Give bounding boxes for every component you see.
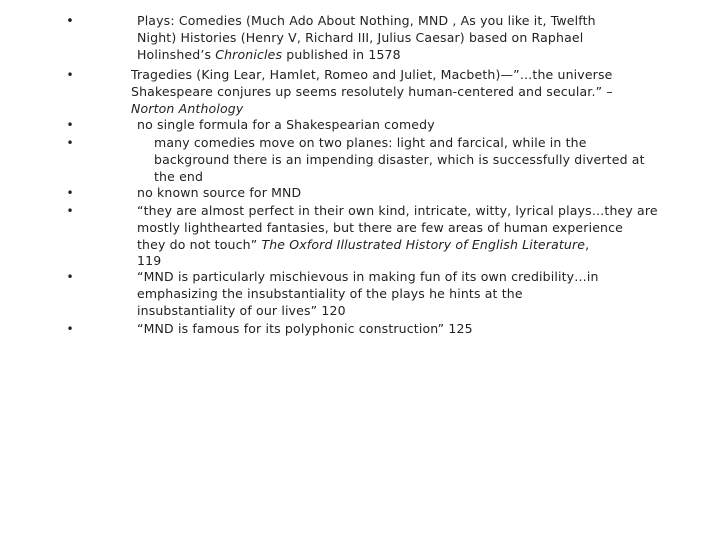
text-line: no known source for MND <box>137 185 302 200</box>
bullet-marker: • <box>66 68 74 82</box>
text-line: emphasizing the insubstantiality of the plays he hints at the <box>137 285 523 301</box>
bullet-item-oxford-quote <box>137 203 658 270</box>
text-line: mostly lighthearted fantasies, but there are few areas of human experience <box>137 219 623 235</box>
text-run: they do not touch” <box>137 236 262 252</box>
text-line: many comedies move on two planes: light and farcical, while in the <box>154 135 587 150</box>
text-line: Plays: Comedies (Much Ado About Nothing, MND , As you like it, Twelfth <box>137 13 596 28</box>
bullet-marker: • <box>66 118 74 132</box>
text-line: 119 <box>137 253 162 269</box>
bullet-item-tragedies <box>131 67 613 117</box>
text-line: “they are almost perfect in their own kind, intricate, witty, lyrical plays…they are <box>137 203 658 218</box>
bullet-marker: • <box>66 136 74 150</box>
bullet-marker: • <box>66 14 74 29</box>
text-line: Night) Histories (Henry V, Richard III, Julius Caesar) based on Raphael <box>137 29 584 45</box>
bullet-item-plays <box>137 13 596 63</box>
text-line: no single formula for a Shakespearian comedy <box>137 117 435 132</box>
text-line: the end <box>154 168 204 184</box>
text-run: published in 1578 <box>282 46 401 62</box>
text-line <box>137 47 596 64</box>
text-line <box>137 237 658 254</box>
bullet-item-two-planes <box>154 135 645 185</box>
italic-title: Chronicles <box>215 46 283 62</box>
text-line <box>131 101 613 118</box>
bullet-item-polyphonic <box>137 321 473 338</box>
text-line: Tragedies (King Lear, Hamlet, Romeo and Juliet, Macbeth)—”…the universe <box>131 67 613 82</box>
text-line: “MND is famous for its polyphonic construction” 125 <box>137 321 473 336</box>
italic-source: Norton Anthology <box>131 100 244 116</box>
text-line: Shakespeare conjures up seems resolutely human-centered and secular.” – <box>131 83 613 99</box>
text-line: “MND is particularly mischievous in making fun of its own credibility…in <box>137 269 599 284</box>
bullet-marker: • <box>66 204 74 218</box>
bullet-item-formula <box>137 117 435 134</box>
bullet-marker: • <box>66 186 74 200</box>
bullet-marker: • <box>66 270 74 284</box>
text-run: , <box>585 236 590 252</box>
text-line: insubstantiality of our lives” 120 <box>137 302 346 318</box>
italic-title: The Oxford Illustrated History of English Literature <box>261 236 586 252</box>
text-line: background there is an impending disaster, which is successfully diverted at <box>154 151 645 167</box>
bullet-item-mischievous <box>137 269 599 319</box>
bullet-marker: • <box>66 322 74 336</box>
bullet-item-source <box>137 185 301 202</box>
text-run: Holinshed’s <box>137 46 216 62</box>
